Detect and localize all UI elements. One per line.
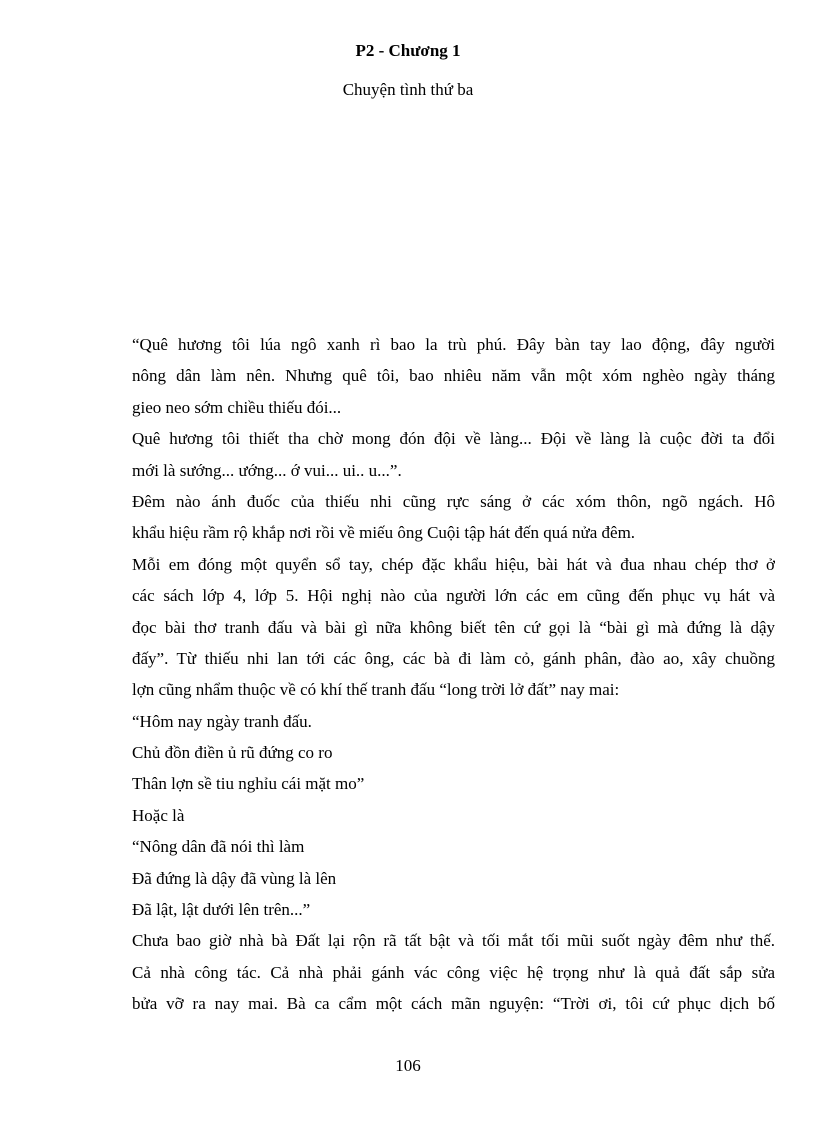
- chapter-subtitle: Chuyện tình thứ ba: [342, 80, 474, 99]
- text-line: bửa vỡ ra nay mai. Bà ca cẩm một cách mãn nguyện: “Trời ơi, tôi cứ phục dịch bố: [132, 994, 775, 1014]
- text-line: Thân lợn sề tiu nghỉu cái mặt mo”: [132, 774, 365, 794]
- text-line: Đã lật, lật dưới lên trên...”: [132, 900, 311, 920]
- text-line: khẩu hiệu rầm rộ khắp nơi rồi về miếu ông Cuội tập hát đến quá nửa đêm.: [132, 523, 636, 543]
- text-line: Đã đứng là dậy đã vùng là lên: [132, 868, 337, 888]
- text-line: lợn cũng nhẩm thuộc về có khí thế tranh đấu “long trời lở đất” nay mai:: [132, 680, 620, 700]
- body-text: [132, 329, 775, 1020]
- text-line: gieo neo sớm chiều thiếu đói...: [132, 397, 342, 417]
- text-line: “Nông dân đã nói thì làm: [132, 837, 305, 857]
- text-line: Chưa bao giờ nhà bà Đất lại rộn rã tất bật và tối mắt tối mũi suốt ngày đêm như thế.: [132, 931, 775, 951]
- text-line: “Quê hương tôi lúa ngô xanh rì bao la trù phú. Đây bàn tay lao động, đây người: [132, 335, 775, 354]
- text-line: đọc bài thơ tranh đấu và bài gì nữa không biết tên cứ gọi là “bài gì mà đứng là dậy: [132, 617, 775, 637]
- text-line: mới là sướng... ướng... ớ vui... ui.. u...”.: [132, 460, 402, 480]
- text-line: Quê hương tôi thiết tha chờ mong đón đội về làng... Đội về làng là cuộc đời ta đổi: [132, 429, 775, 449]
- text-line: Hoặc là: [132, 805, 185, 825]
- text-line: đấy”. Từ thiếu nhi lan tới các ông, các bà đi làm cỏ, gánh phân, đào ao, xây chuồng: [132, 648, 775, 668]
- text-line: Cả nhà công tác. Cả nhà phải gánh vác công việc hệ trọng như là quả đất sắp sửa: [132, 962, 775, 982]
- text-line: “Hôm nay ngày tranh đấu.: [132, 711, 312, 731]
- text-line: nông dân làm nên. Nhưng quê tôi, bao nhiêu năm vẫn một xóm nghèo ngày tháng: [132, 366, 775, 386]
- text-line: Chủ đồn điền ủ rũ đứng co ro: [132, 743, 333, 763]
- page-number: 106: [395, 1056, 421, 1075]
- text-line: các sách lớp 4, lớp 5. Hội nghị nào của người lớn các em cũng đến phục vụ hát và: [132, 586, 775, 606]
- text-line: Đêm nào ánh đuốc của thiếu nhi cũng rực sáng ở các xóm thôn, ngõ ngách. Hô: [132, 491, 775, 511]
- chapter-title: P2 - Chương 1: [355, 41, 461, 60]
- text-line: Mỗi em đóng một quyển sổ tay, chép đặc khẩu hiệu, bài hát và đua nhau chép thơ ở: [132, 554, 775, 574]
